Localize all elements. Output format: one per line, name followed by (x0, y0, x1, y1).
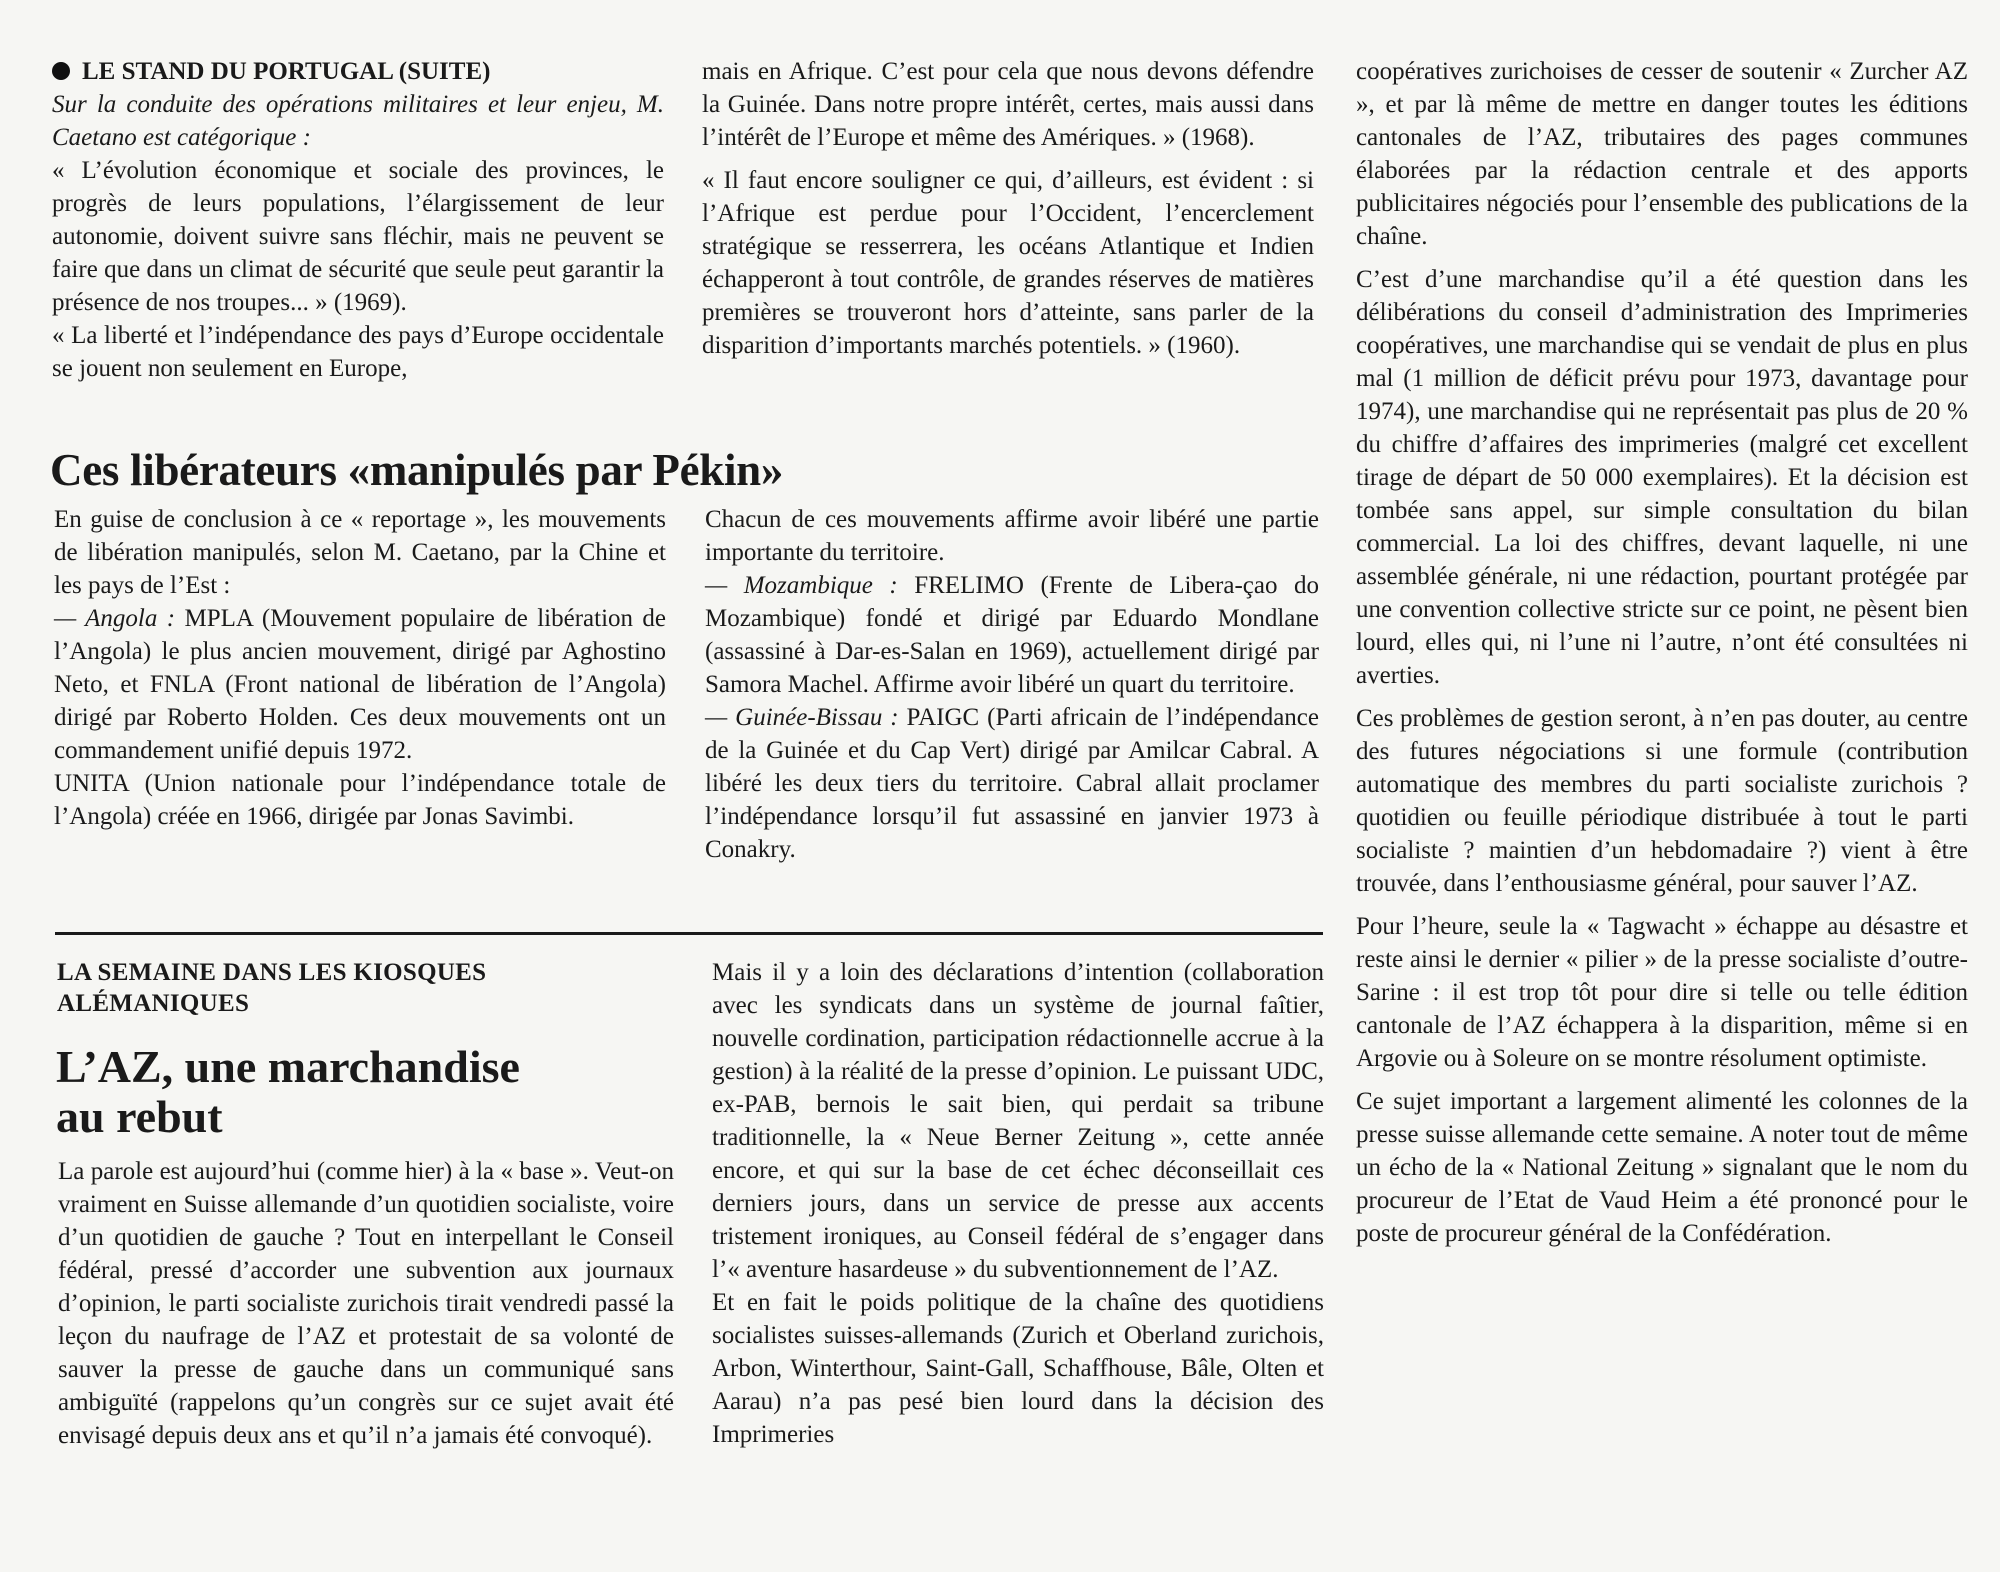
az-headline-line-1: L’AZ, une marchandise (56, 1041, 520, 1092)
az-col1-paragraph: La parole est aujourd’hui (comme hier) à la « base ». Veut-on vraiment en Suisse allemande d’un quotidien socialiste, voire d’un quotidien de gauche ? Tout en interpellant le Conseil fédéral, pressé d’accorder une subvention aux journaux d’opinion, le parti socialiste zurichois tirait vendredi passé la leçon du naufrage de l’AZ et protestait de sa volonté de sauver la presse de gauche dans un communiqué sans ambiguïté (rappelons qu’un congrès sur ce sujet avait été envisagé depuis deux ans et qu’il n’a jamais été convoqué). (58, 1158, 674, 1449)
section-divider (55, 932, 1323, 935)
az-col3-paragraph-4: Pour l’heure, seule la « Tagwacht » échappe au désastre et reste ainsi le dernier « pilier » de la presse socialiste d’outre-Sarine : il est trop tôt pour dire si telle ou telle édition cantonale de l’AZ échappera à la disparition, même si en Argovie ou à Soleure on se montre résolument optimiste. (1356, 913, 1968, 1072)
guinee-bissau-text: PAIGC (Parti africain de l’indépendance de la Guinée et du Cap Vert) dirigé par Amilcar Cabral. A libéré les deux tiers du territoire. Cabral allait proclamer l’indépendance lorsqu’il fut assassiné en janvier 1973 à Conakry. (705, 704, 1320, 863)
caetano-quote-1968-end: mais en Afrique. C’est pour cela que nous devons défendre la Guinée. Dans notre propre intérêt, certes, mais aussi dans l’intérêt de l’Europe et même des Amériques. » (1968). (702, 58, 1314, 151)
portugal-intro-text: Sur la conduite des opérations militaires et leur enjeu, M. Caetano est catégorique : (52, 91, 664, 151)
angola-label: — Angola : (54, 605, 176, 632)
portugal-column-2 (702, 55, 1314, 362)
mozambique-label: — Mozambique : (705, 572, 898, 599)
unita-entry: UNITA (Union nationale pour l’indépendance totale de l’Angola) créée en 1966, dirigée par Jonas Savimbi. (54, 770, 666, 830)
angola-entry (54, 602, 666, 767)
caetano-quote-1960: « Il faut encore souligner ce qui, d’ailleurs, est évident : si l’Afrique est perdue pour l’Occident, l’encerclement stratégique se resserrera, les océans Atlantique et Indien échapperont à tout contrôle, de grandes réserves de matières premières se trouveront hors d’atteinte, sans parler de la disparition d’importants marchés potentiels. » (1960). (702, 167, 1314, 359)
portugal-kicker (52, 55, 664, 88)
liberators-claim: Chacun de ces mouvements affirme avoir libéré une partie importante du territoire. (705, 506, 1319, 566)
liberators-column-2 (705, 503, 1319, 866)
az-column-1 (58, 1155, 674, 1452)
az-headline (56, 1042, 676, 1142)
guinee-bissau-label: — Guinée-Bissau : (705, 704, 899, 731)
liberators-intro: En guise de conclusion à ce « reportage », les mouvements de libération manipulés, selon M. Caetano, par la Chine et les pays de l’Est : (54, 506, 666, 599)
az-col3-paragraph-1: coopératives zurichoises de cesser de soutenir « Zurcher AZ », et par là même de mettre en danger toutes les éditions cantonales de l’AZ, tributaires des pages communes élaborées par la rédaction centrale et des apports publicitaires négociés pour l’ensemble des publications de la chaîne. (1356, 58, 1968, 250)
mozambique-entry (705, 569, 1319, 701)
caetano-quote-1969: « L’évolution économique et sociale des provinces, le progrès de leurs populations, l’élargissement de leur autonomie, doivent suivre sans fléchir, mais ne peuvent se faire que dans un climat de sécurité que seule peut garantir la présence de nos troupes... » (1969). (52, 157, 664, 316)
liberators-headline: Ces libérateurs «manipulés par Pékin» (50, 445, 784, 495)
bullet-icon (52, 62, 70, 80)
az-column-3 (1356, 55, 1968, 1250)
mozambique-text: FRELIMO (Frente de Libera-çao do Mozambique) fondé et dirigé par Eduardo Mondlane (assassiné à Dar-es-Salan en 1969), actuellement dirigé par Samora Machel. Affirme avoir libéré un quart du territoire. (705, 572, 1319, 698)
kiosques-kicker: LA SEMAINE DANS LES KIOSQUES ALÉMANIQUES (57, 959, 487, 1017)
portugal-kicker-text: LE STAND DU PORTUGAL (SUITE) (82, 58, 491, 85)
az-headline-line-2: au rebut (56, 1091, 223, 1142)
caetano-quote-1968-start: « La liberté et l’indépendance des pays d’Europe occidentale se jouent non seulement en Europe, (52, 322, 664, 382)
angola-text: MPLA (Mouvement populaire de libération de l’Angola) le plus ancien mouvement, dirigé par Aghostino Neto, et FNLA (Front national de libération de l’Angola) dirigé par Roberto Holden. Ces deux mouvements ont un commandement unifié depuis 1972. (54, 605, 666, 764)
az-col3-paragraph-5: Ce sujet important a largement alimenté les colonnes de la presse suisse allemande cette semaine. A noter tout de même un écho de la « National Zeitung » signalant que le nom du procureur de l’Etat de Vaud Heim a été prononcé pour le poste de procureur général de la Confédération. (1356, 1088, 1968, 1247)
guinee-bissau-entry (705, 701, 1319, 866)
az-column-2 (712, 956, 1324, 1451)
liberators-column-1 (54, 503, 666, 833)
portugal-intro (52, 88, 664, 154)
az-col3-paragraph-3: Ces problèmes de gestion seront, à n’en pas douter, au centre des futures négociations si une formule (contribution automatique des membres du parti socialiste zurichois ? quotidien ou feuille périodique distribuée à tout le parti socialiste ? maintien d’un hebdomadaire ?) vient à être trouvée, dans l’enthousiasme général, pour sauver l’AZ. (1356, 705, 1968, 897)
az-col2-paragraph-1: Mais il y a loin des déclarations d’intention (collaboration avec les syndicats dans un système de journal faîtier, nouvelle cordination, participation rédactionnelle accrue à la gestion) à la réalité de la presse d’opinion. Le puissant UDC, ex-PAB, bernois le sait bien, qui perdait sa tribune traditionnelle, la « Neue Berner Zeitung », cette année encore, et qui sur la base de cet échec déconseillait ces derniers jours, dans un service de presse aux accents tristement ironiques, au Conseil fédéral de s’engager dans l’« aventure hasardeuse » du subventionnement de l’AZ. (712, 959, 1324, 1283)
az-col2-paragraph-2: Et en fait le poids politique de la chaîne des quotidiens socialistes suisses-allemands (Zurich et Oberland zurichois, Arbon, Winterthour, Saint-Gall, Schaffhouse, Bâle, Olten et Aarau) n’a pas pesé bien lourd dans la décision des Imprimeries (712, 1289, 1324, 1448)
portugal-column-1 (52, 55, 664, 385)
az-col3-paragraph-2: C’est d’une marchandise qu’il a été question dans les délibérations du conseil d’administration des Imprimeries coopératives, une marchandise qui se vendait de plus en plus mal (1 million de déficit prévu pour 1973, davantage pour 1974), une marchandise qui ne représentait pas plus de 20 % du chiffre d’affaires des imprimeries (malgré cet excellent tirage de départ de 50 000 exemplaires). Et la décision est tombée sans appel, sur simple consultation du bilan commercial. La loi des chiffres, devant laquelle, ni une assemblée générale, ni une rédaction, pourtant protégée par une convention collective stricte sur ce point, ne pèsent bien lourd, elles qui, ni l’une ni l’autre, n’ont été consultées ni averties. (1356, 266, 1968, 689)
